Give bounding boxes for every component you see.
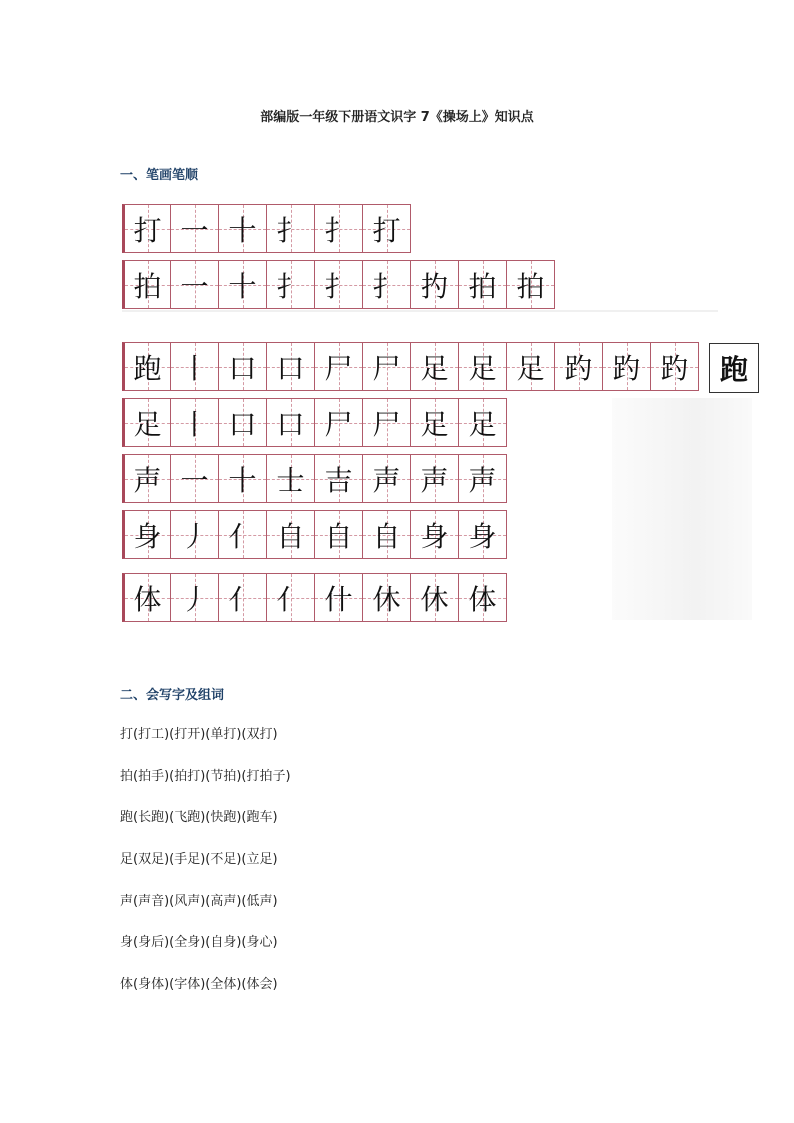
stroke-glyph: 丿 [180, 582, 209, 616]
stroke-grid-step [218, 260, 267, 309]
word-line: 跑(长跑)(飞跑)(快跑)(跑车) [120, 810, 278, 826]
stroke-grid-step [362, 260, 411, 309]
stroke-grid-step [218, 204, 267, 253]
image-shade [612, 398, 752, 620]
stroke-glyph: 跑 [133, 351, 162, 385]
stroke-grid-step [458, 573, 507, 622]
stroke-row [122, 342, 699, 391]
stroke-grid-char [122, 342, 171, 391]
stroke-grid-step [410, 398, 459, 447]
stroke-row [122, 260, 555, 309]
page-title: 部编版一年级下册语文识字 7《操场上》知识点 [260, 110, 534, 125]
section-heading-words: 二、会写字及组词 [120, 688, 225, 703]
stroke-glyph: 尸 [372, 351, 401, 385]
stroke-grid-step [314, 398, 363, 447]
stroke-grid-step [170, 454, 219, 503]
stroke-grid-char [122, 573, 171, 622]
stroke-grid-step [314, 573, 363, 622]
stroke-grid-step [266, 260, 315, 309]
stroke-glyph: 扌 [276, 213, 305, 247]
stroke-glyph: 拍 [516, 269, 545, 303]
stroke-glyph: 口 [276, 351, 305, 385]
stroke-grid-step [266, 573, 315, 622]
stroke-glyph: 自 [372, 519, 401, 553]
stroke-glyph: 扌 [324, 269, 353, 303]
stroke-glyph: 什 [324, 582, 353, 616]
stroke-glyph: 声 [468, 463, 497, 497]
stroke-glyph: 身 [420, 519, 449, 553]
stroke-grid-char [122, 204, 171, 253]
stroke-glyph: 丿 [180, 519, 209, 553]
stroke-glyph: 口 [276, 407, 305, 441]
stroke-glyph: 足 [133, 407, 162, 441]
stroke-glyph: 身 [468, 519, 497, 553]
stroke-grid-step [266, 510, 315, 559]
stroke-glyph: 休 [372, 582, 401, 616]
stroke-grid-step [170, 260, 219, 309]
stroke-grid-step [362, 510, 411, 559]
stroke-glyph: 体 [468, 582, 497, 616]
stroke-glyph: 十 [228, 463, 257, 497]
stroke-glyph: 趵 [612, 351, 641, 385]
stroke-glyph: 打 [133, 213, 162, 247]
word-line: 体(身体)(字体)(全体)(体会) [120, 977, 278, 993]
stroke-grid-step [170, 204, 219, 253]
stroke-glyph: 声 [420, 463, 449, 497]
stroke-glyph: 亻 [276, 582, 305, 616]
stroke-grid-step [410, 573, 459, 622]
stroke-grid-step [410, 342, 459, 391]
stroke-glyph: 亻 [228, 582, 257, 616]
stroke-grid-step [218, 573, 267, 622]
stroke-glyph: 声 [133, 463, 162, 497]
stroke-grid-step [410, 510, 459, 559]
stroke-glyph: 一 [180, 213, 209, 247]
stroke-grid-step [410, 260, 459, 309]
stroke-grid-step [458, 398, 507, 447]
stroke-glyph: 口 [228, 407, 257, 441]
stroke-grid-step [362, 573, 411, 622]
word-list [120, 726, 291, 1018]
stroke-glyph: 拍 [468, 269, 497, 303]
stroke-grid-step [266, 398, 315, 447]
stroke-glyph: 扌 [372, 269, 401, 303]
section-heading-strokes: 一、笔画笔顺 [120, 168, 199, 183]
stroke-grid-step [410, 454, 459, 503]
stroke-glyph: 尸 [324, 351, 353, 385]
stroke-grid-step [650, 342, 699, 391]
stroke-glyph: 士 [276, 463, 305, 497]
stroke-row [122, 454, 507, 503]
extra-char-box: 跑 [709, 343, 759, 393]
stroke-glyph: 休 [420, 582, 449, 616]
stroke-grid-step [458, 342, 507, 391]
stroke-grid-step [362, 454, 411, 503]
word-line: 拍(拍手)(拍打)(节拍)(打拍子) [120, 768, 291, 784]
stroke-glyph: 足 [516, 351, 545, 385]
stroke-glyph: 足 [468, 351, 497, 385]
stroke-grid-step [170, 510, 219, 559]
stroke-grid-step [218, 454, 267, 503]
word-line: 身(身后)(全身)(自身)(身心) [120, 935, 278, 951]
stroke-glyph: 十 [228, 213, 257, 247]
stroke-glyph: 身 [133, 519, 162, 553]
stroke-grid-char [122, 510, 171, 559]
stroke-grid-char [122, 260, 171, 309]
stroke-grid-step [362, 398, 411, 447]
stroke-grid-step [218, 510, 267, 559]
stroke-grid-step [458, 510, 507, 559]
stroke-glyph: 自 [276, 519, 305, 553]
stroke-row [122, 398, 507, 447]
stroke-grid-step [506, 342, 555, 391]
stroke-grid-step [506, 260, 555, 309]
stroke-glyph: 亻 [228, 519, 257, 553]
stroke-grid-step [266, 204, 315, 253]
stroke-glyph: 打 [372, 213, 401, 247]
word-line: 足(双足)(手足)(不足)(立足) [120, 852, 278, 868]
stroke-row [122, 573, 507, 622]
stroke-grid-step [170, 573, 219, 622]
stroke-grid-step [314, 510, 363, 559]
stroke-grid-char [122, 454, 171, 503]
stroke-glyph: 足 [420, 351, 449, 385]
stroke-glyph: 足 [468, 407, 497, 441]
word-line: 打(打工)(打开)(单打)(双打) [120, 727, 278, 742]
stroke-grid-step [266, 454, 315, 503]
stroke-glyph: 体 [133, 582, 162, 616]
stroke-glyph: 丨 [180, 407, 209, 441]
stroke-grid-step [170, 342, 219, 391]
stroke-grid-step [314, 204, 363, 253]
stroke-glyph: 吉 [324, 463, 353, 497]
stroke-grid-step [314, 454, 363, 503]
stroke-grid-step [554, 342, 603, 391]
stroke-grid-step [218, 342, 267, 391]
stroke-glyph: 一 [180, 463, 209, 497]
stroke-glyph: 一 [180, 269, 209, 303]
stroke-row [122, 510, 507, 559]
stroke-glyph: 趵 [660, 351, 689, 385]
stroke-glyph: 尸 [372, 407, 401, 441]
stroke-grid-step [266, 342, 315, 391]
stroke-grid-step [362, 204, 411, 253]
stroke-glyph: 声 [372, 463, 401, 497]
stroke-glyph: 拍 [133, 269, 162, 303]
stroke-glyph: 足 [420, 407, 449, 441]
stroke-glyph: 扚 [420, 269, 449, 303]
word-line: 声(声音)(风声)(高声)(低声) [120, 893, 278, 909]
stroke-glyph: 丨 [180, 351, 209, 385]
stroke-glyph: 口 [228, 351, 257, 385]
stroke-grid-step [458, 260, 507, 309]
stroke-glyph: 十 [228, 269, 257, 303]
stroke-grid-step [170, 398, 219, 447]
stroke-grid-step [314, 260, 363, 309]
stroke-grid-step [602, 342, 651, 391]
stroke-grid-step [362, 342, 411, 391]
stroke-grid-step [314, 342, 363, 391]
stroke-grid-step [458, 454, 507, 503]
stroke-glyph: 扌 [324, 213, 353, 247]
stroke-grid-char [122, 398, 171, 447]
stroke-grid-step [218, 398, 267, 447]
stroke-glyph: 趵 [564, 351, 593, 385]
stroke-row [122, 204, 411, 253]
stroke-glyph: 自 [324, 519, 353, 553]
divider [122, 310, 718, 312]
stroke-glyph: 扌 [276, 269, 305, 303]
stroke-glyph: 尸 [324, 407, 353, 441]
